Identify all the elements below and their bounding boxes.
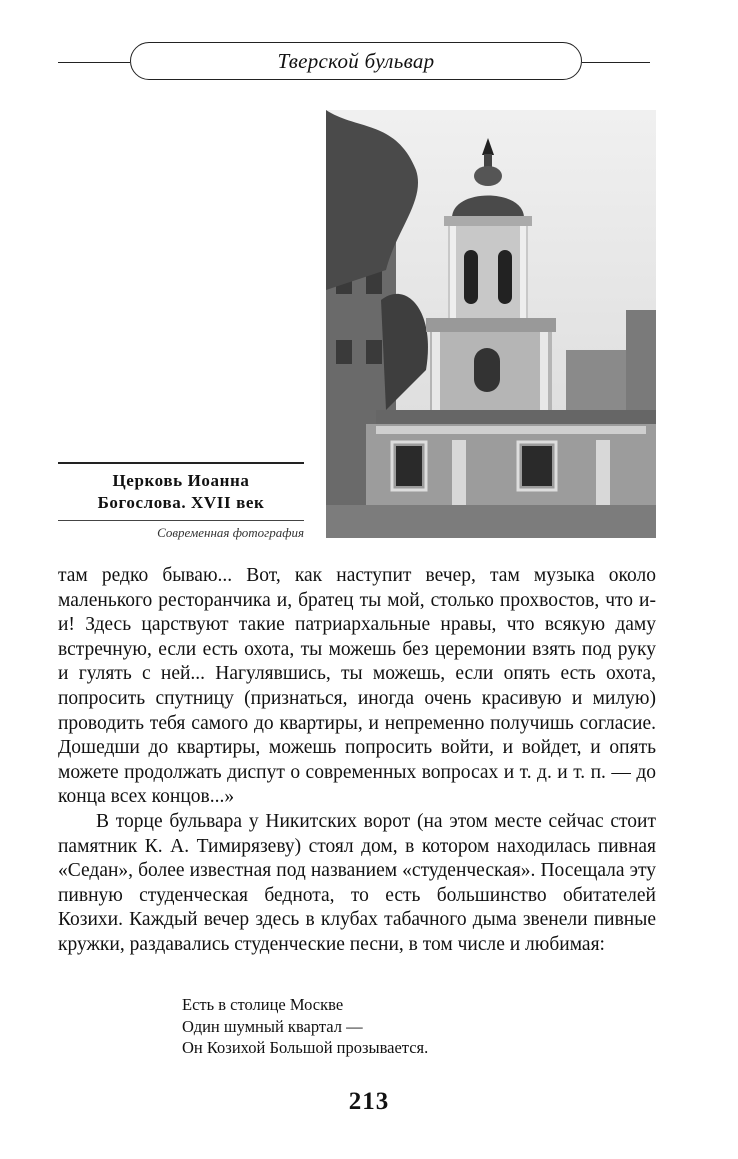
caption-title-line1: Церковь Иоанна — [112, 471, 250, 490]
verse-line-2: Один шумный квартал — — [182, 1016, 363, 1036]
caption-title-line2: Богослова. XVII век — [97, 493, 265, 512]
verse-line-3: Он Козихой Большой прозывается. — [182, 1038, 429, 1057]
paragraph-2: В торце бульвара у Никитских ворот (на этом месте сейчас стоит памятник К. А. Тимирязеву) стоял дом, в котором находилась пивная «Седан», более известная под названием «студенческая». Посещала эту пивную студенческая беднота, то есть большинство обитателей Козихи. Каждый вечер здесь в клубах табачного дыма звенели пивные кружки, раздавались студенческие песни, в том числе и любимая: — [58, 810, 656, 955]
header-title: Тверской бульвар — [130, 42, 582, 80]
caption-rule-top — [58, 462, 304, 464]
running-header — [58, 40, 650, 84]
church-photo — [326, 110, 656, 538]
verse — [182, 994, 428, 1059]
caption-subtitle: Современная фотография — [157, 525, 304, 540]
body-text — [58, 564, 656, 958]
header-rule-right — [582, 62, 650, 63]
page-number: 213 — [348, 1088, 390, 1115]
paragraph-1: там редко бываю... Вот, как наступит вечер, там музыка около маленького ресторанчика и, братец ты мой, столько прохвостов, что и-и! Здесь царствуют такие патриархальные нравы, что всякую даму встречную, если есть охота, ты можешь без церемонии взять под руку и гулять с ней... Нагулявшись, ты можешь, если опять есть охота, попросить спутницу (признаться, иногда очень красивую и милую) проводить тебя самого до квартиры, и непременно получишь согласие. Дошедши до квартиры, можешь попросить войти, и войдет, и опять можете продолжать диспут о современных вопросах и т. д. и т. п. — до конца всех концов...» — [58, 565, 656, 808]
photo-caption — [58, 462, 304, 541]
caption-rule-mid — [58, 520, 304, 521]
church-photo-icon — [326, 110, 656, 538]
verse-line-1: Есть в столице Москве — [182, 995, 344, 1014]
caption-title — [58, 470, 304, 514]
header-rule-left — [58, 62, 130, 63]
